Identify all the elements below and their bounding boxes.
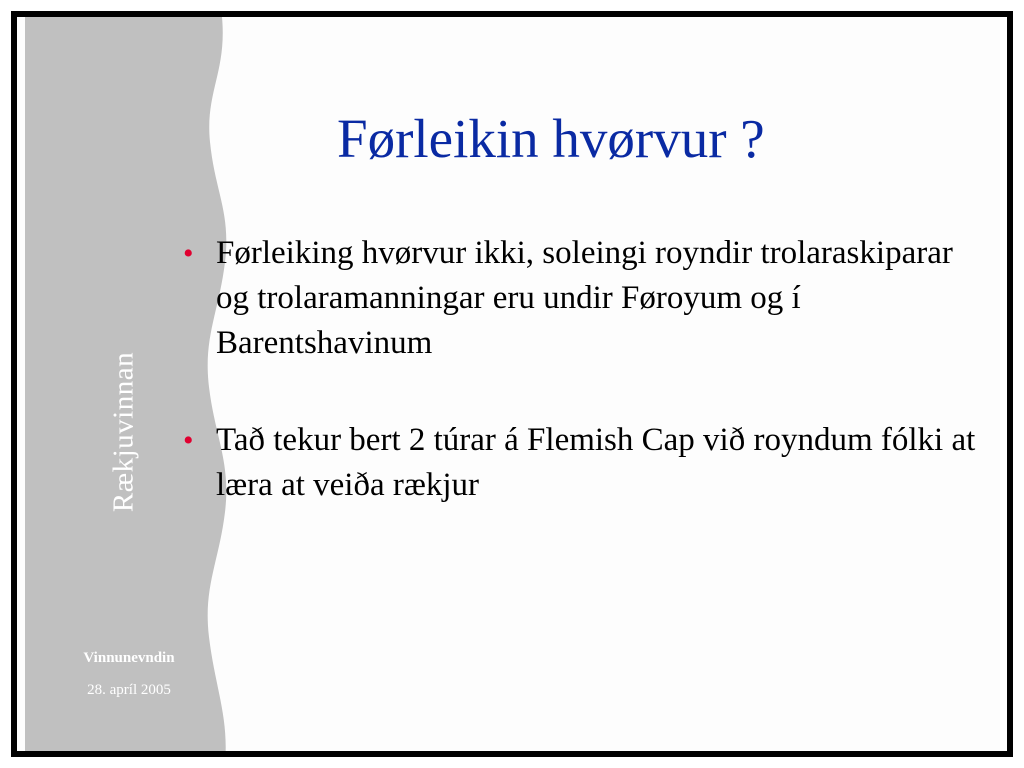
footer-organization: Vinnunevndin xyxy=(83,650,175,666)
bullet-text: Førleiking hvørvur ikki, soleingi royndir trolaraskiparar og trolaramanningar eru undir Føroyum og í Barentshavinum xyxy=(216,235,953,361)
bullet-text: Tað tekur bert 2 túrar á Flemish Cap við royndum fólki at læra at veiða rækjur xyxy=(216,422,976,503)
bullet-marker: • xyxy=(183,424,194,457)
bullet-item xyxy=(183,231,983,366)
slide-title: Førleikin hvørvur ? xyxy=(337,108,765,169)
sidebar-vertical-title: Rækjuvinnan xyxy=(107,351,140,513)
footer-date: 28. apríl 2005 xyxy=(87,682,171,698)
bullet-item xyxy=(183,418,983,508)
bullet-list xyxy=(183,231,983,560)
bullet-marker: • xyxy=(183,237,194,270)
slide-frame xyxy=(11,11,1013,757)
